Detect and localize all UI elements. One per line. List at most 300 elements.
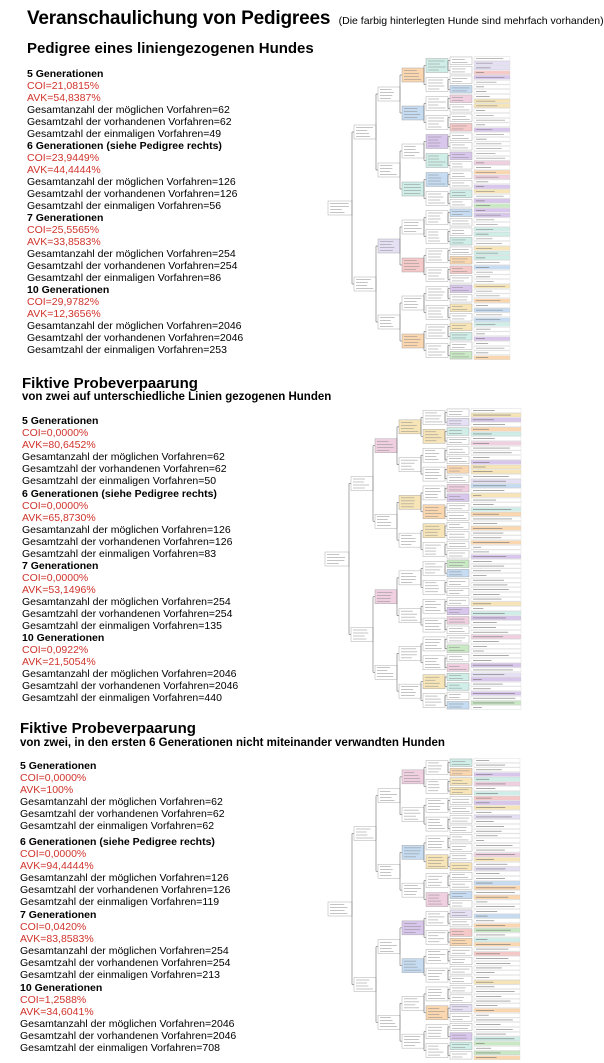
ancestor-box (447, 645, 469, 653)
bracket-connector (421, 531, 423, 550)
ancestor-box (450, 768, 472, 776)
ancestor-box (450, 957, 472, 965)
ancestor-box (450, 872, 472, 880)
bracket-connector (448, 1027, 450, 1036)
ancestor-box (447, 654, 469, 662)
ancestor-box (450, 834, 472, 842)
bracket-connector (424, 142, 426, 161)
page-header (27, 8, 604, 30)
unique-ancestors: Gesamtzahl der einmaligen Vorfahren=62 (20, 820, 215, 832)
ancestor-box (402, 296, 424, 310)
bracket-connector (376, 796, 378, 872)
bracket-connector (421, 682, 423, 701)
coi-value: COI=1,2588% (20, 994, 87, 1006)
bracket-connector (445, 696, 447, 705)
present-ancestors: Gesamtzahl der vorhandenen Vorfahren=126 (27, 188, 238, 200)
bracket-connector (445, 583, 447, 592)
ancestor-box (399, 458, 421, 472)
ancestor-box (450, 882, 472, 890)
ancestor-box (447, 569, 469, 577)
present-ancestors: Gesamtzahl der vorhandenen Vorfahren=62 (27, 116, 232, 128)
ancestor-box (426, 325, 448, 339)
avk-value: AVK=65,8730% (22, 512, 96, 524)
ancestor-box (447, 541, 469, 549)
ancestor-box (354, 827, 376, 841)
unique-ancestors: Gesamtzahl der einmaligen Vorfahren=213 (20, 969, 220, 981)
bracket-connector (397, 502, 399, 540)
ancestor-box (426, 306, 448, 320)
ancestor-box (450, 806, 472, 814)
possible-ancestors: Gesamtanzahl der möglichen Vorfahren=126 (22, 524, 231, 536)
ancestor-box (378, 163, 400, 177)
ancestor-box (450, 323, 472, 331)
ancestor-box (450, 266, 472, 274)
ancestor-box (450, 180, 472, 188)
ancestor-box (378, 789, 400, 803)
generation-heading: 6 Generationen (siehe Pedigree rechts) (22, 488, 217, 500)
ancestor-box (402, 258, 424, 272)
bracket-connector (445, 620, 447, 629)
ancestor-box (450, 1004, 472, 1012)
ancestor-box (450, 256, 472, 264)
coi-value: COI=0,0000% (22, 500, 89, 512)
ancestor-box (447, 551, 469, 559)
ancestor-box (447, 673, 469, 681)
ancestor-box (426, 911, 448, 925)
avk-value: AVK=100% (20, 784, 74, 796)
ancestor-box (399, 533, 421, 547)
unique-ancestors: Gesamtzahl der einmaligen Vorfahren=83 (22, 548, 217, 560)
avk-value: AVK=94,4444% (20, 860, 94, 872)
bracket-connector (424, 218, 426, 237)
generation-heading: 5 Generationen (22, 415, 99, 427)
ancestor-box (450, 104, 472, 112)
ancestor-box (402, 883, 424, 897)
bracket-connector (445, 526, 447, 535)
ancestor-box (423, 599, 445, 613)
bracket-connector (448, 175, 450, 185)
generation-block (22, 560, 322, 632)
bracket-connector (448, 763, 450, 772)
bracket-connector (421, 644, 423, 663)
present-ancestors: Gesamtzahl der vorhandenen Vorfahren=2046 (20, 1030, 237, 1042)
pedigree-thumbnail (323, 408, 523, 710)
bracket-connector (448, 194, 450, 204)
ancestor-box (378, 87, 400, 101)
ancestor-box (447, 428, 469, 436)
ancestor-box (354, 125, 376, 139)
ancestor-box (447, 560, 469, 568)
ancestor-box (426, 78, 448, 92)
bracket-connector (448, 289, 450, 299)
coi-value: COI=0,0000% (22, 572, 89, 584)
avk-value: AVK=53,1496% (22, 584, 96, 596)
bracket-connector (448, 970, 450, 979)
avk-value: AVK=21,5054% (22, 656, 96, 668)
bracket-connector (448, 80, 450, 90)
coi-value: COI=0,0922% (22, 644, 89, 656)
bracket-connector (448, 232, 450, 242)
present-ancestors: Gesamtzahl der vorhandenen Vorfahren=62 (20, 808, 225, 820)
bracket-connector (448, 1008, 450, 1017)
generation-block (22, 632, 322, 704)
ancestor-box (447, 466, 469, 474)
possible-ancestors: Gesamtanzahl der möglichen Vorfahren=254 (22, 596, 231, 608)
ancestor-box (450, 142, 472, 150)
generation-heading: 10 Generationen (20, 982, 103, 994)
ancestor-box (450, 247, 472, 255)
ancestor-box (375, 665, 397, 679)
possible-ancestors: Gesamtanzahl der möglichen Vorfahren=62 (22, 451, 225, 463)
ancestor-box (450, 66, 472, 74)
possible-ancestors: Gesamtanzahl der möglichen Vorfahren=126 (20, 872, 229, 884)
ancestor-box (447, 503, 469, 511)
ancestor-box (450, 919, 472, 927)
bracket-connector (445, 639, 447, 648)
bracket-connector (424, 881, 426, 900)
bracket-connector (424, 294, 426, 313)
ancestor-box (450, 787, 472, 795)
bracket-connector (424, 918, 426, 937)
coi-value: COI=0,0420% (20, 921, 87, 933)
present-ancestors: Gesamtzahl der vorhandenen Vorfahren=126 (20, 884, 231, 896)
ancestor-box (426, 287, 448, 301)
bracket-connector (397, 427, 399, 465)
ancestor-box (426, 135, 448, 149)
ancestor-box (450, 891, 472, 899)
ancestor-box (402, 808, 424, 822)
ancestor-box (447, 683, 469, 691)
bracket-connector (352, 834, 354, 985)
present-ancestors: Gesamtzahl der vorhandenen Vorfahren=254 (20, 957, 231, 969)
bracket-connector (397, 578, 399, 616)
bracket-connector (424, 332, 426, 351)
ancestor-box (399, 609, 421, 623)
ancestor-box (399, 646, 421, 660)
ancestor-box (354, 277, 376, 291)
unique-ancestors: Gesamtzahl der einmaligen Vorfahren=253 (27, 344, 227, 356)
pedigree-tree (326, 758, 522, 1060)
ancestor-box (399, 684, 421, 698)
unique-ancestors: Gesamtzahl der einmaligen Vorfahren=440 (22, 692, 222, 704)
ancestor-box (450, 76, 472, 84)
ancestor-box (426, 97, 448, 111)
bracket-connector (373, 597, 375, 673)
ancestor-box (450, 778, 472, 786)
bracket-connector (349, 484, 351, 635)
ancestor-box (402, 921, 424, 935)
generation-heading: 7 Generationen (22, 560, 99, 572)
ancestor-box (450, 228, 472, 236)
present-ancestors: Gesamtzahl der vorhandenen Vorfahren=254 (27, 260, 238, 272)
bracket-connector (400, 75, 402, 113)
pedigree-tree (326, 56, 512, 360)
coi-value: COI=0,0000% (20, 848, 87, 860)
ancestor-box (426, 1006, 448, 1020)
generation-heading: 6 Generationen (siehe Pedigree rechts) (20, 836, 215, 848)
ancestor-box (450, 929, 472, 937)
bracket-connector (421, 417, 423, 436)
ancestor-box (447, 522, 469, 530)
ancestor-box (426, 154, 448, 168)
section-title: Fiktive Probeverpaarung (20, 720, 196, 737)
possible-ancestors: Gesamtanzahl der möglichen Vorfahren=254 (20, 945, 229, 957)
bracket-connector (421, 568, 423, 587)
ancestor-box (447, 494, 469, 502)
bracket-connector (445, 677, 447, 686)
possible-ancestors: Gesamtanzahl der möglichen Vorfahren=2046 (22, 668, 237, 680)
ancestor-box (402, 334, 424, 348)
bracket-connector (421, 455, 423, 474)
ancestor-box (450, 797, 472, 805)
ancestor-box (423, 448, 445, 462)
ancestor-box (450, 853, 472, 861)
bracket-connector (421, 493, 423, 512)
ancestor-box (423, 543, 445, 557)
unique-ancestors: Gesamtzahl der einmaligen Vorfahren=49 (27, 128, 222, 140)
possible-ancestors: Gesamtanzahl der möglichen Vorfahren=2046 (27, 320, 242, 332)
coi-value: COI=21,0815% (27, 80, 100, 92)
bracket-connector (445, 413, 447, 422)
ancestor-box (426, 760, 448, 774)
bracket-connector (448, 782, 450, 791)
ancestor-box (423, 467, 445, 481)
unique-ancestors: Gesamtzahl der einmaligen Vorfahren=50 (22, 475, 217, 487)
ancestor-box (447, 617, 469, 625)
bracket-connector (421, 606, 423, 625)
bracket-connector (448, 1046, 450, 1055)
ancestor-box (426, 893, 448, 907)
bracket-connector (424, 104, 426, 123)
bracket-connector (352, 132, 354, 284)
present-ancestors: Gesamtzahl der vorhandenen Vorfahren=62 (22, 463, 227, 475)
present-ancestors: Gesamtzahl der vorhandenen Vorfahren=2046 (27, 332, 244, 344)
ancestor-box (423, 656, 445, 670)
avk-value: AVK=12,3656% (27, 308, 101, 320)
generation-heading: 7 Generationen (20, 909, 97, 921)
section-subtitle: von zwei auf unterschiedliche Linien gezogenen Hunden (22, 391, 332, 403)
ancestor-box (426, 836, 448, 850)
generation-block (20, 760, 320, 832)
avk-value: AVK=83,8583% (20, 933, 94, 945)
ancestor-box (378, 864, 400, 878)
ancestor-box (402, 996, 424, 1010)
ancestor-box (447, 532, 469, 540)
ancestor-box (450, 863, 472, 871)
bracket-connector (448, 933, 450, 942)
bracket-connector (445, 601, 447, 610)
ancestor-box (450, 938, 472, 946)
ancestor-box (450, 294, 472, 302)
ancestor-box (423, 618, 445, 632)
ancestor-box (426, 116, 448, 130)
generation-heading: 5 Generationen (27, 68, 104, 80)
ancestor-box (351, 477, 373, 491)
bracket-connector (448, 99, 450, 109)
ancestor-box (426, 230, 448, 244)
ancestor-box (450, 209, 472, 217)
avk-value: AVK=54,8387% (27, 92, 101, 104)
present-ancestors: Gesamtzahl der vorhandenen Vorfahren=126 (22, 536, 233, 548)
ancestor-box (450, 901, 472, 909)
ancestor-box (426, 249, 448, 263)
ancestor-box (450, 199, 472, 207)
bracket-connector (448, 914, 450, 923)
unique-ancestors: Gesamtzahl der einmaligen Vorfahren=708 (20, 1042, 220, 1054)
bracket-connector (397, 653, 399, 691)
bracket-connector (424, 805, 426, 824)
ancestor-box (399, 420, 421, 434)
ancestor-box (378, 239, 400, 253)
ancestor-box (423, 694, 445, 708)
ancestor-box (423, 524, 445, 538)
bracket-connector (424, 1032, 426, 1051)
ancestor-box (426, 798, 448, 812)
ancestor-box (447, 626, 469, 634)
bracket-connector (448, 838, 450, 847)
coi-value: COI=29,9782% (27, 296, 100, 308)
bracket-connector (448, 346, 450, 356)
ancestor-box (450, 332, 472, 340)
coi-value: COI=0,0000% (20, 772, 87, 784)
ancestor-box (450, 57, 472, 65)
ancestor-box (450, 1042, 472, 1050)
ancestor-box (450, 948, 472, 956)
bracket-connector (424, 843, 426, 862)
ancestor-box (450, 342, 472, 350)
section-title: Pedigree eines liniengezogenen Hundes (27, 40, 314, 57)
ancestor-box (450, 190, 472, 198)
generation-block (20, 982, 320, 1054)
ancestor-box (426, 968, 448, 982)
ancestor-box (426, 173, 448, 187)
ancestor-box (423, 505, 445, 519)
bracket-connector (424, 994, 426, 1013)
ancestor-box (450, 976, 472, 984)
ancestor-box (447, 475, 469, 483)
ancestor-box (378, 1015, 400, 1029)
ancestor-box (423, 429, 445, 443)
ancestor-box (402, 68, 424, 82)
bracket-connector (424, 256, 426, 275)
ancestor-box (375, 439, 397, 453)
bracket-connector (445, 488, 447, 497)
ancestor-box (450, 844, 472, 852)
bracket-connector (448, 895, 450, 904)
ancestor-box (447, 635, 469, 643)
ancestor-box (426, 874, 448, 888)
bracket-connector (400, 303, 402, 341)
ancestor-box (447, 437, 469, 445)
possible-ancestors: Gesamtanzahl der möglichen Vorfahren=62 (27, 104, 230, 116)
generation-heading: 10 Generationen (22, 632, 105, 644)
generation-block (27, 212, 327, 284)
present-ancestors: Gesamtzahl der vorhandenen Vorfahren=2046 (22, 680, 239, 692)
coi-value: COI=25,5565% (27, 224, 100, 236)
ancestor-box (426, 1044, 448, 1058)
bracket-connector (445, 545, 447, 554)
ancestor-box (447, 409, 469, 417)
bracket-connector (448, 61, 450, 71)
ancestor-box (402, 220, 424, 234)
ancestor-box (375, 590, 397, 604)
ancestor-box (399, 495, 421, 509)
ancestor-box (450, 313, 472, 321)
bracket-connector (445, 450, 447, 459)
bracket-connector (376, 94, 378, 170)
ancestor-box (426, 987, 448, 1001)
generation-heading: 6 Generationen (siehe Pedigree rechts) (27, 140, 222, 152)
ancestor-box (378, 940, 400, 954)
bracket-connector (445, 658, 447, 667)
ancestor-box (447, 418, 469, 426)
ancestor-box (426, 817, 448, 831)
bracket-connector (376, 947, 378, 1023)
ancestor-box (402, 959, 424, 973)
ancestor-box (447, 702, 469, 710)
ancestor-box (450, 1023, 472, 1031)
ancestor-box (450, 1052, 472, 1060)
ancestor-box (426, 192, 448, 206)
avk-value: AVK=34,6041% (20, 1006, 94, 1018)
ancestor-box (447, 692, 469, 700)
ancestor-box (447, 579, 469, 587)
bracket-connector (424, 956, 426, 975)
ancestor-box (328, 902, 352, 916)
ancestor-box (426, 344, 448, 358)
ancestor-box (450, 133, 472, 141)
ancestor-box (423, 486, 445, 500)
ancestor-box (450, 237, 472, 245)
ancestor-box (450, 85, 472, 93)
pedigree-thumbnail (326, 56, 512, 360)
bracket-connector (445, 507, 447, 516)
possible-ancestors: Gesamtanzahl der möglichen Vorfahren=2046 (20, 1018, 235, 1030)
ancestor-box (447, 456, 469, 464)
bracket-connector (448, 118, 450, 128)
bracket-connector (445, 432, 447, 441)
pedigree-thumbnail (326, 758, 522, 1060)
ancestor-box (402, 144, 424, 158)
ancestor-box (375, 514, 397, 528)
avk-value: AVK=33,8583% (27, 236, 101, 248)
ancestor-box (450, 161, 472, 169)
ancestor-box (450, 123, 472, 131)
ancestor-box (447, 664, 469, 672)
ancestor-box (450, 351, 472, 359)
ancestor-box (450, 816, 472, 824)
ancestor-box (402, 770, 424, 784)
bracket-connector (373, 446, 375, 522)
ancestor-box (450, 218, 472, 226)
ancestor-box (450, 995, 472, 1003)
ancestor-box (450, 967, 472, 975)
possible-ancestors: Gesamtanzahl der möglichen Vorfahren=62 (20, 796, 223, 808)
generation-block (27, 284, 327, 356)
bracket-connector (448, 951, 450, 960)
coi-value: COI=23,9449% (27, 152, 100, 164)
ancestor-box (450, 825, 472, 833)
ancestor-box (423, 675, 445, 689)
generation-block (20, 909, 320, 981)
ancestor-box (399, 571, 421, 585)
bracket-connector (445, 469, 447, 478)
bracket-connector (448, 800, 450, 809)
ancestor-box (447, 588, 469, 596)
avk-value: AVK=44,4444% (27, 164, 101, 176)
unique-ancestors: Gesamtzahl der einmaligen Vorfahren=135 (22, 620, 222, 632)
ancestor-box (450, 285, 472, 293)
